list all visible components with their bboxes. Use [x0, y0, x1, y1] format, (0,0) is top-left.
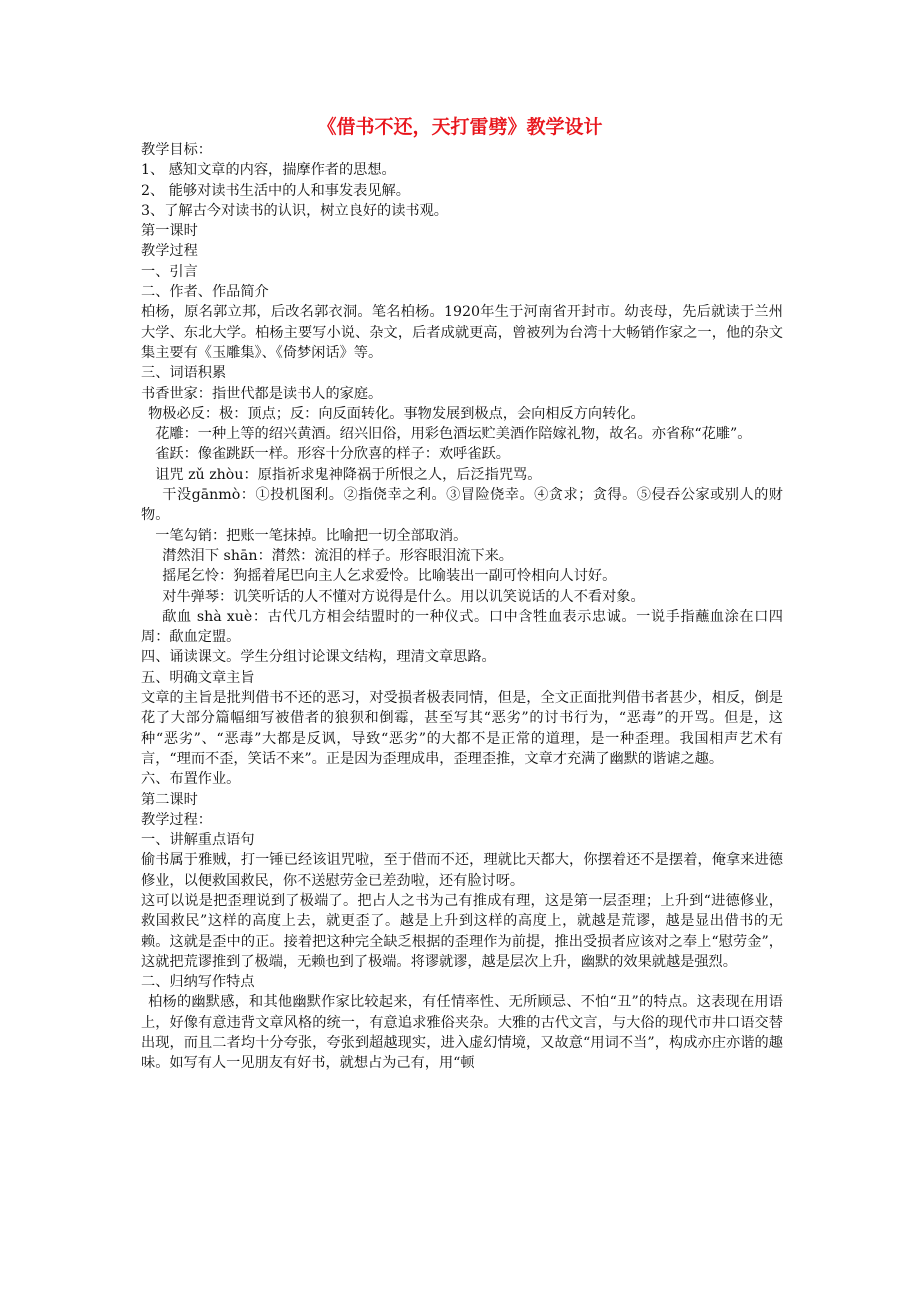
text-line: 五、明确文章主旨 [141, 669, 255, 686]
text-line: 歃血 shà xuè：古代几方相会结盟时的一种仪式。口中含牲血表示忠诚。一说手指蘸血涂在口四周：歃血定盟。 [141, 608, 783, 646]
text-line: 一、讲解重点语句 [141, 832, 255, 849]
text-line: 六、布置作业。 [141, 771, 241, 788]
document-title: 《借书不还，天打雷劈》教学设计 [317, 116, 603, 138]
text-line: 2、 能够对读书生活中的人和事发表见解。 [141, 182, 410, 199]
text-line: 偷书属于雅贼，打一锤已经该诅咒啦，至于借而不还，理就比天都大，你摆着还不是摆着，俺拿来进德修业，以便救国救民，你不送慰劳金已差劲啦，还有脸讨呀。 [141, 852, 783, 889]
text-line: 教学目标： [141, 142, 212, 158]
text-line: 二、归纳写作特点 [141, 974, 255, 991]
text-line: 3、了解古今对读书的认识，树立良好的读书观。 [141, 202, 448, 219]
text-line: 干没gānmò：①投机图利。②指侥幸之利。③冒险侥幸。④贪求；贪得。⑤侵吞公家或别人的财物。 [141, 487, 783, 524]
text-line: 物极必反：极：顶点；反：向反面转化。事物发展到极点，会向相反方向转化。 [148, 405, 645, 422]
text-line: 这可以说是把歪理说到了极端了。把占人之书为己有推成有理，这是第一层歪理；上升到“进德修业，救国救民”这样的高度上去，就更歪了。越是上升到这样的高度上，就越是荒谬，越是显出借书的无赖。这就是歪中的正。接着把这种完全缺乏根据的歪理作为前提，推出受损者应该对之奉上“慰劳金”，这就把荒谬推到了极端，无赖也到了极端。将谬就谬，越是层次上升，幽默的效果就越是强烈。 [141, 892, 783, 970]
text-line: 三、词语积累 [141, 365, 227, 382]
text-line: 一、引言 [141, 263, 198, 280]
document-body [141, 140, 783, 1074]
text-line: 雀跃：像雀跳跃一样。形容十分欣喜的样子：欢呼雀跃。 [155, 446, 510, 463]
text-line: 潸然泪下 shān：潸然：流泪的样子。形容眼泪流下来。 [162, 547, 513, 564]
text-line: 文章的主旨是批判借书不还的恶习，对受损者极表同情，但是，全文正面批判借书者甚少，相反，倒是花了大部分篇幅细写被借者的狼狈和倒霉，甚至写其“恶劣”的讨书行为，“恶毒”的开骂。但是，这种“恶劣”、“恶毒”大都是反讽，导致“恶劣”的大都不是正常的道理，是一种歪理。我国相声艺术有言，“理而不歪，笑话不来”。正是因为歪理成串，歪理歪推，文章才充满了幽默的谐谑之趣。 [141, 690, 783, 767]
text-line: 1、 感知文章的内容，揣摩作者的思想。 [141, 162, 396, 179]
text-line: 第一课时 [141, 223, 198, 240]
text-line: 柏杨，原名郭立邦，后改名郭衣洞。笔名柏杨。1920年生于河南省开封市。幼丧母，先后就读于兰州大学、东北大学。柏杨主要写小说、杂文，后者成就更高，曾被列为台湾十大畅销作家之一，他的杂文集主要有《玉雕集》、《倚梦闲话》等。 [141, 304, 783, 361]
text-line: 柏杨的幽默感，和其他幽默作家比较起来，有任情率性、无所顾忌、不怕“丑”的特点。这表现在用语上，好像有意违背文章风格的统一，有意追求雅俗夹杂。大雅的古代文言，与大俗的现代市井口语交替出现，而且二者均十分夸张，夸张到超越现实，进入虚幻情境，又故意“用词不当”，构成亦庄亦谐的趣味。如写有人一见朋友有好书，就想占为己有，用“顿 [141, 994, 783, 1072]
text-line: 一笔勾销：把账一笔抹掉。比喻把一切全部取消。 [155, 527, 468, 544]
text-line: 二、作者、作品简介 [141, 284, 269, 301]
text-line: 花雕：一种上等的绍兴黄酒。绍兴旧俗，用彩色酒坛贮美酒作陪嫁礼物，故名。亦省称“花雕”。 [155, 426, 752, 443]
text-line: 摇尾乞怜：狗摇着尾巴向主人乞求爱怜。比喻装出一副可怜相向人讨好。 [162, 568, 617, 585]
text-line: 书香世家：指世代都是读书人的家庭。 [141, 385, 383, 402]
text-line: 教学过程 [141, 243, 198, 260]
text-line: 四、诵读课文。学生分组讨论课文结构，理清文章思路。 [141, 649, 496, 666]
text-line: 诅咒 zǔ zhòu：原指祈求鬼神降祸于所恨之人，后泛指咒骂。 [155, 466, 542, 483]
text-line: 对牛弹琴：讥笑听话的人不懂对方说得是什么。用以讥笑说话的人不看对象。 [162, 588, 645, 605]
text-line: 教学过程： [141, 811, 212, 828]
text-line: 第二课时 [141, 791, 198, 808]
